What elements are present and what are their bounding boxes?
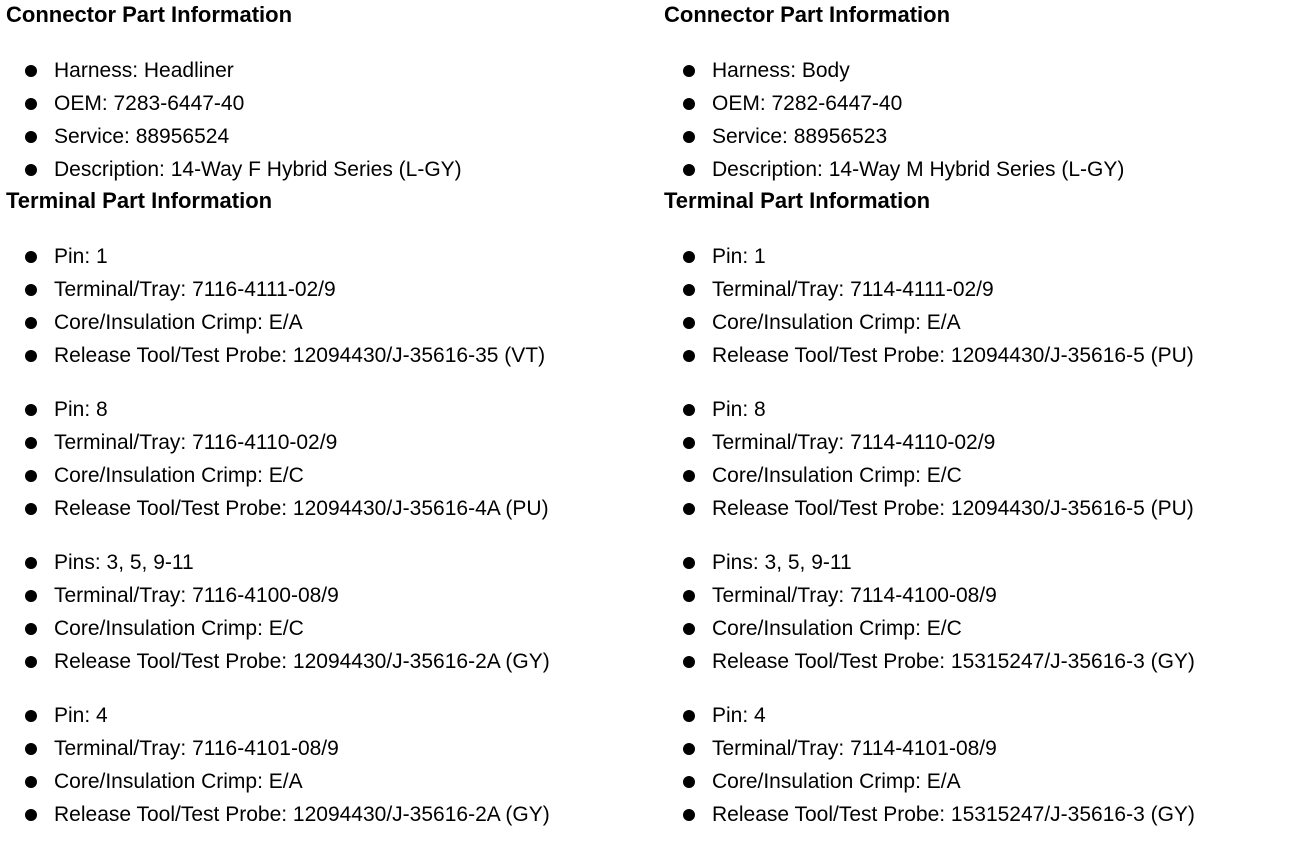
terminal-pin: Pin: 4 bbox=[712, 704, 766, 727]
bullet-icon bbox=[25, 98, 37, 110]
bullet-icon bbox=[25, 131, 37, 143]
terminal-tray: Terminal/Tray: 7116-4111-02/9 bbox=[54, 278, 336, 301]
terminal-crimp: Core/Insulation Crimp: E/C bbox=[712, 464, 962, 487]
list-item bbox=[6, 426, 656, 459]
list-item bbox=[664, 306, 1312, 339]
list-item bbox=[664, 699, 1312, 732]
list-item bbox=[6, 339, 656, 372]
bullet-icon bbox=[683, 98, 695, 110]
bullet-icon bbox=[25, 590, 37, 602]
connector-heading: Connector Part Information bbox=[6, 2, 293, 27]
connector-service: Service: 88956524 bbox=[54, 125, 230, 148]
list-item bbox=[6, 699, 656, 732]
list-item bbox=[664, 492, 1312, 525]
left-column bbox=[6, 0, 656, 831]
list-item bbox=[664, 54, 1312, 87]
bullet-icon bbox=[25, 65, 37, 77]
list-item bbox=[664, 426, 1312, 459]
list-item bbox=[6, 612, 656, 645]
bullet-icon bbox=[683, 284, 695, 296]
bullet-icon bbox=[25, 437, 37, 449]
bullet-icon bbox=[683, 251, 695, 263]
terminal-crimp: Core/Insulation Crimp: E/A bbox=[712, 770, 961, 793]
bullet-icon bbox=[25, 503, 37, 515]
terminal-pin: Pin: 1 bbox=[712, 245, 766, 268]
terminal-release-tool: Release Tool/Test Probe: 12094430/J-35616-2A (GY) bbox=[54, 650, 550, 673]
terminal-heading: Terminal Part Information bbox=[6, 188, 273, 213]
terminal-group bbox=[664, 699, 1312, 831]
bullet-icon bbox=[25, 623, 37, 635]
bullet-icon bbox=[683, 503, 695, 515]
bullet-icon bbox=[25, 404, 37, 416]
list-item bbox=[664, 459, 1312, 492]
list-item bbox=[6, 732, 656, 765]
list-item bbox=[6, 153, 656, 186]
terminal-group bbox=[6, 546, 656, 678]
list-item bbox=[6, 459, 656, 492]
connector-harness: Harness: Headliner bbox=[54, 59, 234, 82]
connector-service: Service: 88956523 bbox=[712, 125, 888, 148]
bullet-icon bbox=[25, 557, 37, 569]
list-item bbox=[664, 153, 1312, 186]
terminal-group bbox=[664, 546, 1312, 678]
bullet-icon bbox=[683, 350, 695, 362]
list-item bbox=[664, 612, 1312, 645]
bullet-icon bbox=[683, 131, 695, 143]
bullet-icon bbox=[25, 317, 37, 329]
bullet-icon bbox=[683, 590, 695, 602]
terminal-crimp: Core/Insulation Crimp: E/A bbox=[712, 311, 961, 334]
connector-info-list bbox=[664, 54, 1312, 186]
connector-description: Description: 14-Way M Hybrid Series (L-GY) bbox=[712, 158, 1125, 181]
list-item bbox=[6, 579, 656, 612]
bullet-icon bbox=[25, 251, 37, 263]
connector-oem: OEM: 7282-6447-40 bbox=[712, 92, 903, 115]
terminal-group bbox=[6, 699, 656, 831]
list-item bbox=[6, 240, 656, 273]
list-item bbox=[6, 120, 656, 153]
terminal-tray: Terminal/Tray: 7116-4110-02/9 bbox=[54, 431, 338, 454]
bullet-icon bbox=[683, 317, 695, 329]
terminal-group bbox=[664, 393, 1312, 525]
list-item bbox=[6, 798, 656, 831]
bullet-icon bbox=[25, 743, 37, 755]
terminal-pin: Pin: 1 bbox=[54, 245, 108, 268]
list-item bbox=[664, 579, 1312, 612]
list-item bbox=[664, 645, 1312, 678]
list-item bbox=[664, 240, 1312, 273]
list-item bbox=[664, 798, 1312, 831]
list-item bbox=[664, 765, 1312, 798]
terminal-tray: Terminal/Tray: 7116-4100-08/9 bbox=[54, 584, 339, 607]
bullet-icon bbox=[683, 470, 695, 482]
terminal-release-tool: Release Tool/Test Probe: 12094430/J-35616-5 (PU) bbox=[712, 344, 1194, 367]
list-item bbox=[6, 306, 656, 339]
connector-heading: Connector Part Information bbox=[664, 2, 951, 27]
terminal-crimp: Core/Insulation Crimp: E/A bbox=[54, 311, 303, 334]
right-column bbox=[664, 0, 1312, 831]
list-item bbox=[6, 645, 656, 678]
terminal-pin: Pin: 8 bbox=[712, 398, 766, 421]
bullet-icon bbox=[25, 350, 37, 362]
list-item bbox=[664, 273, 1312, 306]
terminal-crimp: Core/Insulation Crimp: E/C bbox=[54, 617, 304, 640]
list-item bbox=[664, 732, 1312, 765]
terminal-group bbox=[6, 240, 656, 372]
terminal-release-tool: Release Tool/Test Probe: 12094430/J-35616-35 (VT) bbox=[54, 344, 546, 367]
terminal-release-tool: Release Tool/Test Probe: 15315247/J-35616-3 (GY) bbox=[712, 803, 1195, 826]
terminal-crimp: Core/Insulation Crimp: E/A bbox=[54, 770, 303, 793]
terminal-release-tool: Release Tool/Test Probe: 12094430/J-35616-2A (GY) bbox=[54, 803, 550, 826]
bullet-icon bbox=[25, 284, 37, 296]
list-item bbox=[6, 273, 656, 306]
terminal-crimp: Core/Insulation Crimp: E/C bbox=[54, 464, 304, 487]
bullet-icon bbox=[25, 809, 37, 821]
bullet-icon bbox=[683, 623, 695, 635]
list-item bbox=[6, 492, 656, 525]
terminal-pin: Pins: 3, 5, 9-11 bbox=[54, 551, 194, 574]
bullet-icon bbox=[25, 710, 37, 722]
terminal-heading: Terminal Part Information bbox=[664, 188, 931, 213]
bullet-icon bbox=[683, 743, 695, 755]
list-item bbox=[664, 546, 1312, 579]
terminal-release-tool: Release Tool/Test Probe: 12094430/J-35616-5 (PU) bbox=[712, 497, 1194, 520]
terminal-pin: Pins: 3, 5, 9-11 bbox=[712, 551, 852, 574]
list-item bbox=[6, 393, 656, 426]
terminal-tray: Terminal/Tray: 7116-4101-08/9 bbox=[54, 737, 339, 760]
terminal-tray: Terminal/Tray: 7114-4100-08/9 bbox=[712, 584, 997, 607]
terminal-tray: Terminal/Tray: 7114-4110-02/9 bbox=[712, 431, 996, 454]
list-item bbox=[6, 54, 656, 87]
terminal-tray: Terminal/Tray: 7114-4111-02/9 bbox=[712, 278, 994, 301]
terminal-release-tool: Release Tool/Test Probe: 12094430/J-35616-4A (PU) bbox=[54, 497, 549, 520]
bullet-icon bbox=[683, 164, 695, 176]
terminal-tray: Terminal/Tray: 7114-4101-08/9 bbox=[712, 737, 997, 760]
terminal-group bbox=[664, 240, 1312, 372]
list-item bbox=[6, 765, 656, 798]
bullet-icon bbox=[683, 656, 695, 668]
bullet-icon bbox=[25, 656, 37, 668]
terminal-release-tool: Release Tool/Test Probe: 15315247/J-35616-3 (GY) bbox=[712, 650, 1195, 673]
list-item bbox=[664, 120, 1312, 153]
list-item bbox=[6, 546, 656, 579]
connector-description: Description: 14-Way F Hybrid Series (L-GY) bbox=[54, 158, 462, 181]
bullet-icon bbox=[683, 710, 695, 722]
terminal-pin: Pin: 8 bbox=[54, 398, 108, 421]
bullet-icon bbox=[25, 776, 37, 788]
bullet-icon bbox=[683, 776, 695, 788]
bullet-icon bbox=[25, 164, 37, 176]
list-item bbox=[664, 87, 1312, 120]
connector-oem: OEM: 7283-6447-40 bbox=[54, 92, 245, 115]
connector-info-list bbox=[6, 54, 656, 186]
list-item bbox=[664, 339, 1312, 372]
bullet-icon bbox=[25, 470, 37, 482]
bullet-icon bbox=[683, 65, 695, 77]
terminal-crimp: Core/Insulation Crimp: E/C bbox=[712, 617, 962, 640]
terminal-group bbox=[6, 393, 656, 525]
bullet-icon bbox=[683, 809, 695, 821]
list-item bbox=[664, 393, 1312, 426]
bullet-icon bbox=[683, 557, 695, 569]
bullet-icon bbox=[683, 404, 695, 416]
connector-harness: Harness: Body bbox=[712, 59, 850, 82]
terminal-pin: Pin: 4 bbox=[54, 704, 108, 727]
bullet-icon bbox=[683, 437, 695, 449]
list-item bbox=[6, 87, 656, 120]
